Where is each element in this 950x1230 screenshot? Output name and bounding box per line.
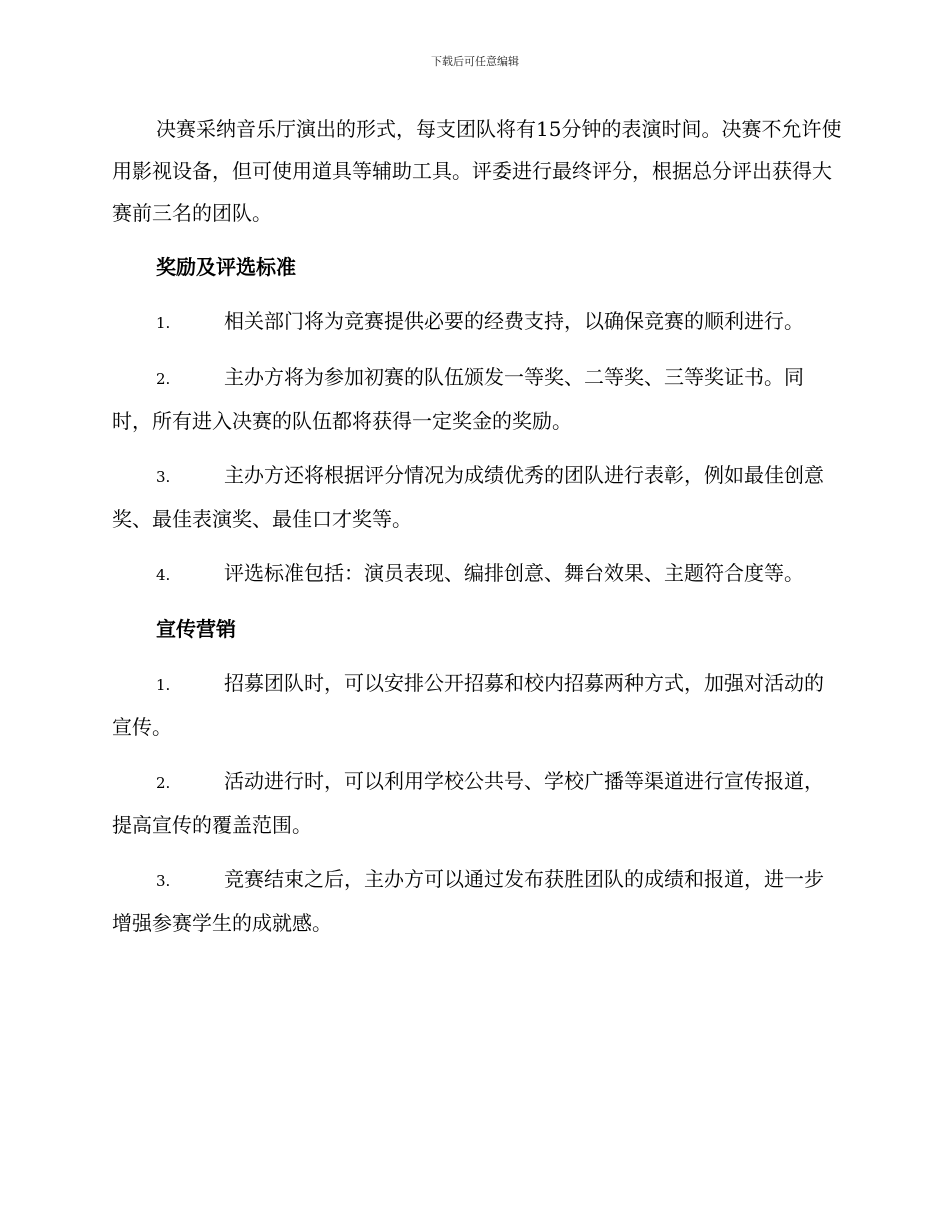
list-item-number: 4. xyxy=(156,566,171,584)
list-item-text: 竞赛结束之后，主办方可以通过发布获胜团队的成绩和报道，进一步增强参赛学生的成就感。 xyxy=(112,867,824,935)
list-item xyxy=(112,552,842,596)
list-item xyxy=(112,760,842,846)
section-marketing xyxy=(112,608,842,944)
page-header: 下载后可任意编辑 xyxy=(431,55,519,68)
list-item-number: 1. xyxy=(156,314,171,332)
list-item-text: 主办方还将根据评分情况为成绩优秀的团队进行表彰，例如最佳创意奖、最佳表演奖、最佳口才奖等。 xyxy=(112,463,824,531)
list-item-text: 评选标准包括：演员表现、编排创意、舞台效果、主题符合度等。 xyxy=(224,561,804,585)
list-item-number: 3. xyxy=(156,468,171,486)
list-item-text: 主办方将为参加初赛的队伍颁发一等奖、二等奖、三等奖证书。同时，所有进入决赛的队伍都将获得一定奖金的奖励。 xyxy=(112,365,804,433)
section-heading: 奖励及评选标准 xyxy=(156,255,296,279)
list-item xyxy=(112,858,842,944)
list-item xyxy=(112,356,842,442)
list-item-number: 2. xyxy=(156,774,171,792)
list-item xyxy=(112,300,842,344)
list-item-number: 2. xyxy=(156,370,171,388)
document-body xyxy=(112,108,842,956)
list-item-text: 活动进行时，可以利用学校公共号、学校广播等渠道进行宣传报道，提高宣传的覆盖范围。 xyxy=(112,769,824,837)
list-item xyxy=(112,662,842,748)
list-item-text: 相关部门将为竞赛提供必要的经费支持，以确保竞赛的顺利进行。 xyxy=(224,309,804,333)
section-heading: 宣传营销 xyxy=(156,617,236,641)
intro-paragraph: 决赛采纳音乐厅演出的形式，每支团队将有15分钟的表演时间。决赛不允许使用影视设备，但可使用道具等辅助工具。评委进行最终评分，根据总分评出获得大赛前三名的团队。 xyxy=(112,117,842,225)
section-awards xyxy=(112,246,842,596)
list-item-text: 招募团队时，可以安排公开招募和校内招募两种方式，加强对活动的宣传。 xyxy=(112,671,824,739)
list-item-number: 1. xyxy=(156,676,171,694)
list-item-number: 3. xyxy=(156,872,171,890)
list-item xyxy=(112,454,842,540)
